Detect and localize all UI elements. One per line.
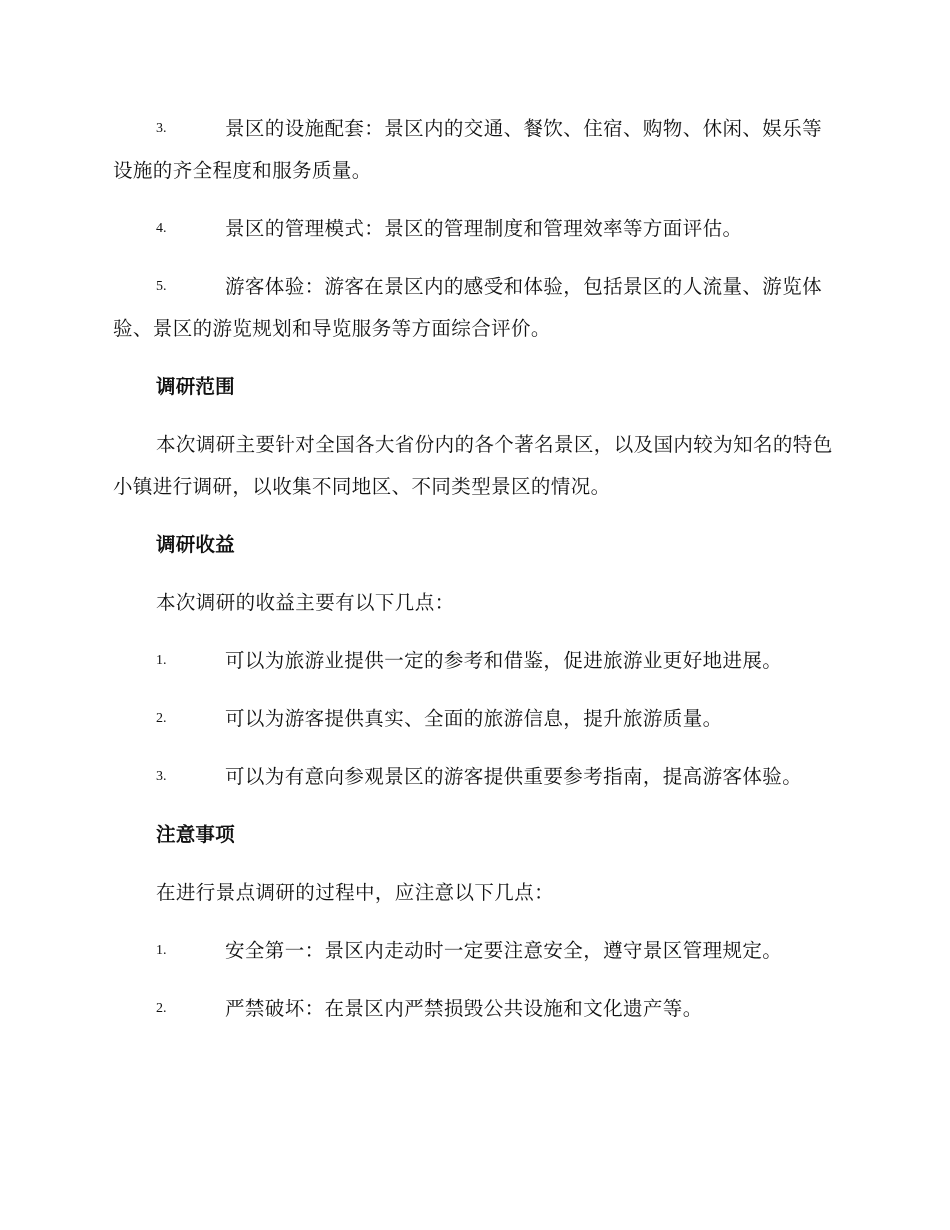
document-body [113,108,835,1046]
paragraph-scope: 本次调研主要针对全国各大省份内的各个著名景区，以及国内较为知名的特色小镇进行调研，以收集不同地区、不同类型景区的情况。 [113,433,833,498]
list-number: 3. [156,769,167,784]
list-item-no-damage [113,988,835,1030]
list-number: 1. [156,653,167,668]
paragraph-benefits-intro: 本次调研的收益主要有以下几点： [156,591,455,614]
list-number: 2. [156,711,167,726]
list-item-text: 景区的设施配套：景区内的交通、餐饮、住宿、购物、休闲、娱乐等设施的齐全程度和服务质量。 [113,117,823,182]
list-number: 5. [156,279,167,294]
list-number: 3. [156,121,167,136]
list-item-benefit-guide [113,756,835,798]
list-item-text: 可以为旅游业提供一定的参考和借鉴，促进旅游业更好地进展。 [225,649,783,672]
list-number: 1. [156,943,167,958]
list-item-facilities [113,108,835,192]
section-heading-notes: 注意事项 [156,823,235,846]
list-item-text: 严禁破坏：在景区内严禁损毁公共设施和文化遗产等。 [225,997,703,1020]
list-item-safety [113,930,835,972]
list-item-visitor-experience [113,266,835,350]
list-item-benefit-industry [113,640,835,682]
section-heading-benefits: 调研收益 [156,533,235,556]
paragraph-notes-intro: 在进行景点调研的过程中，应注意以下几点： [156,881,555,904]
list-item-benefit-visitors [113,698,835,740]
list-item-text: 景区的管理模式：景区的管理制度和管理效率等方面评估。 [225,217,743,240]
list-item-management [113,208,835,250]
list-number: 4. [156,221,167,236]
list-item-text: 游客体验：游客在景区内的感受和体验，包括景区的人流量、游览体验、景区的游览规划和导览服务等方面综合评价。 [113,275,823,340]
list-item-text: 可以为游客提供真实、全面的旅游信息，提升旅游质量。 [225,707,723,730]
section-heading-scope: 调研范围 [156,375,235,398]
list-item-text: 可以为有意向参观景区的游客提供重要参考指南，提高游客体验。 [225,765,803,788]
list-number: 2. [156,1001,167,1016]
list-item-text: 安全第一：景区内走动时一定要注意安全，遵守景区管理规定。 [225,939,783,962]
